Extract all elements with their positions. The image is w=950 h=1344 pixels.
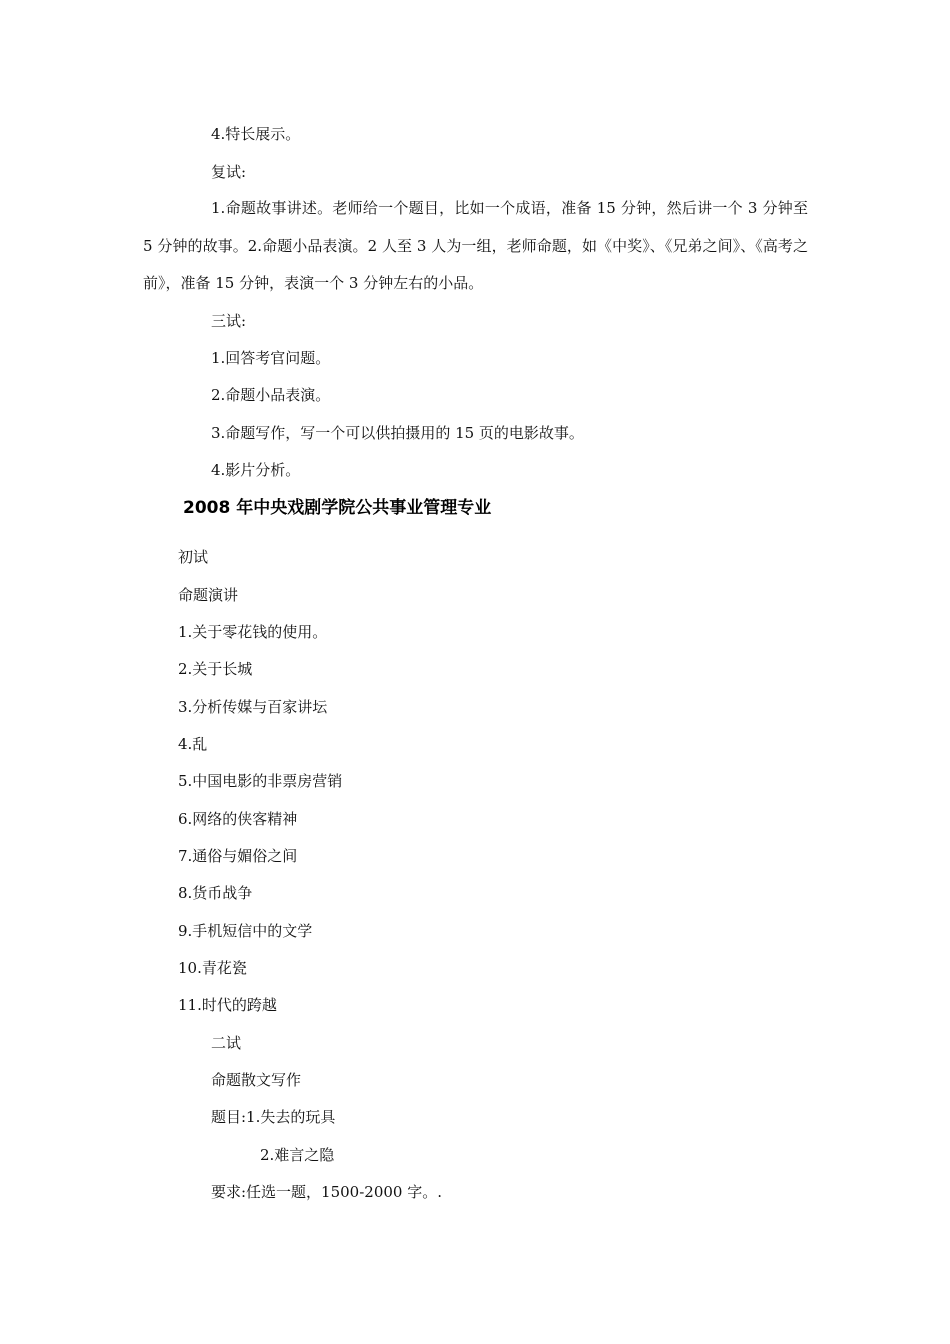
topic-item: 4.乱 (178, 735, 208, 753)
topic-item: 7.通俗与媚俗之间 (178, 847, 298, 865)
fushi-label: 复试: (211, 163, 247, 181)
sanshi-item-2: 2.命题小品表演。 (211, 386, 331, 404)
essay-topic-1: 题目:1.失去的玩具 (211, 1108, 336, 1126)
sanshi-item-3: 3.命题写作，写一个可以供拍摄用的 15 页的电影故事。 (211, 424, 584, 442)
speech-label: 命题演讲 (178, 586, 239, 604)
sanshi-item-4: 4.影片分析。 (211, 461, 301, 479)
essay-label: 命题散文写作 (211, 1071, 302, 1089)
topic-item: 10.青花瓷 (178, 959, 247, 977)
topic-item: 5.中国电影的非票房营销 (178, 772, 343, 790)
topic-item: 9.手机短信中的文学 (178, 922, 313, 940)
essay-topic-2: 2.难言之隐 (260, 1146, 335, 1164)
section-heading: 2008 年中央戏剧学院公共事业管理专业 (183, 498, 492, 518)
sanshi-label: 三试: (211, 312, 247, 330)
chushi-label: 初试 (178, 548, 209, 566)
topic-item: 1.关于零花钱的使用。 (178, 623, 328, 641)
ershi-label: 二试 (211, 1034, 242, 1052)
topic-item: 11.时代的跨越 (178, 996, 277, 1014)
essay-requirement: 要求:任选一题，1500-2000 字。. (211, 1183, 443, 1201)
fushi-paragraph: 1.命题故事讲述。老师给一个题目，比如一个成语，准备 15 分钟，然后讲一个 3 分钟至 5 分钟的故事。2.命题小品表演。2 人至 3 人为一组，老师命题，如《中奖》、《兄弟之间》、《高考之前》，准备 15 分钟，表演一个 3 分钟左右的小品。 (143, 199, 808, 292)
topic-item: 6.网络的侠客精神 (178, 810, 298, 828)
topic-item: 8.货币战争 (178, 884, 253, 902)
sanshi-item-1: 1.回答考官问题。 (211, 349, 331, 367)
topic-item: 3.分析传媒与百家讲坛 (178, 698, 328, 716)
topic-item: 2.关于长城 (178, 660, 253, 678)
item-special-skill: 4.特长展示。 (211, 125, 301, 143)
